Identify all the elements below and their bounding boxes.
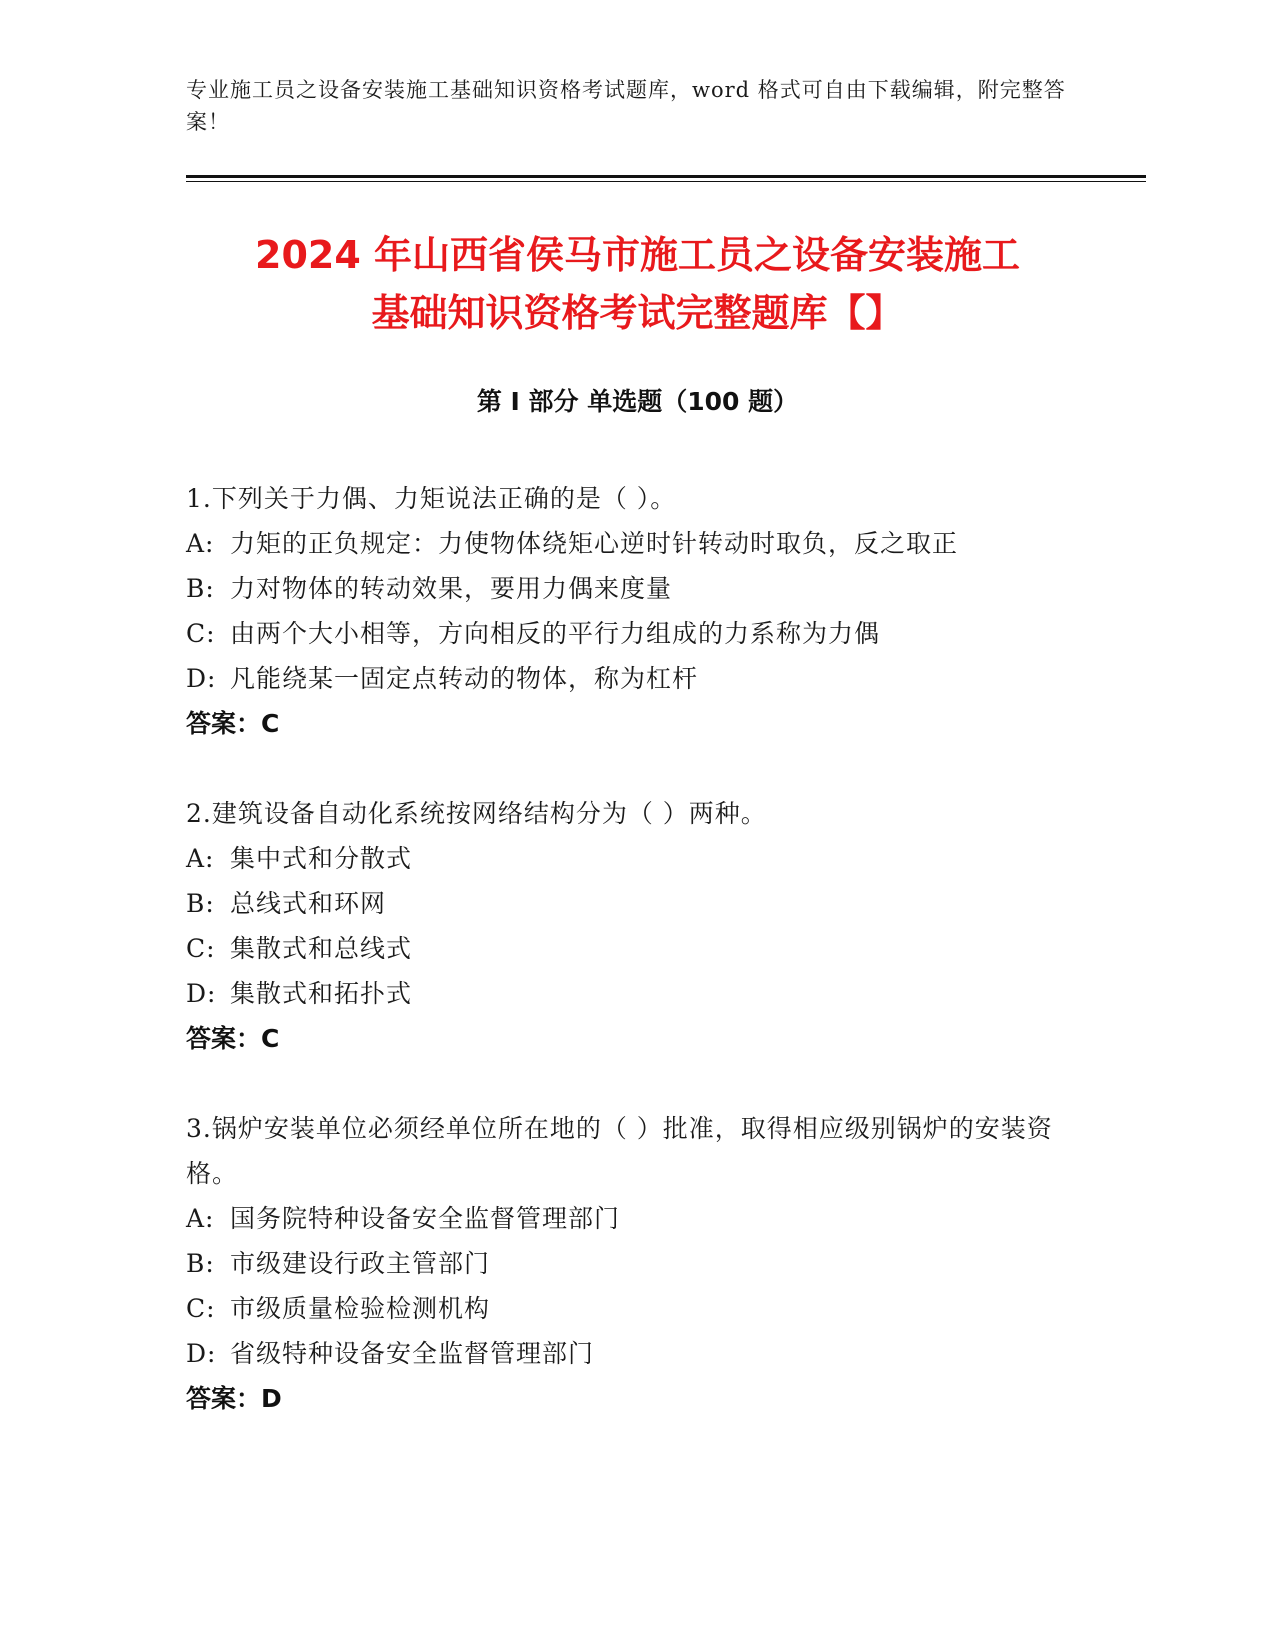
option-d: [186, 971, 1086, 1016]
question-stem: 2.建筑设备自动化系统按网络结构分为（ ）两种。: [186, 799, 767, 828]
option-letter: A:: [186, 529, 215, 558]
option-letter: D:: [186, 1339, 217, 1368]
option-letter: A:: [186, 1204, 215, 1233]
option-a: [186, 1196, 1086, 1241]
option-letter: C:: [186, 1294, 216, 1323]
option-text: 力对物体的转动效果，要用力偶来度量: [230, 574, 673, 603]
option-b: [186, 881, 1086, 926]
answer-line: 答案：D: [186, 1384, 282, 1413]
option-letter: D:: [186, 979, 217, 1008]
option-letter: B:: [186, 574, 215, 603]
option-text: 市级建设行政主管部门: [230, 1249, 491, 1278]
option-text: 国务院特种设备安全监督管理部门: [230, 1204, 621, 1233]
option-text: 总线式和环网: [230, 889, 387, 918]
header-rule-thin: [186, 181, 1146, 182]
question-item: [186, 791, 1086, 1061]
section-title: 第 I 部分 单选题（100 题）: [476, 387, 799, 416]
question-stem: 3.锅炉安装单位必须经单位所在地的（ ）批准，取得相应级别锅炉的安装资格。: [186, 1114, 1053, 1188]
option-b: [186, 566, 1086, 611]
answer-line: 答案：C: [186, 709, 280, 738]
header-rule-thick: [186, 175, 1146, 178]
option-text: 集散式和总线式: [230, 934, 413, 963]
option-d: [186, 656, 1086, 701]
option-text: 集中式和分散式: [230, 844, 413, 873]
option-text: 市级质量检验检测机构: [230, 1294, 491, 1323]
question-item: [186, 1106, 1086, 1421]
question-item: [186, 476, 1086, 746]
option-text: 集散式和拓扑式: [230, 979, 413, 1008]
option-letter: B:: [186, 1249, 215, 1278]
option-c: [186, 1286, 1086, 1331]
option-b: [186, 1241, 1086, 1286]
question-list: [186, 476, 1086, 1466]
document-title: [150, 226, 1125, 342]
option-text: 由两个大小相等，方向相反的平行力组成的力系称为力偶: [230, 619, 881, 648]
option-text: 省级特种设备安全监督管理部门: [230, 1339, 595, 1368]
option-text: 力矩的正负规定：力使物体绕矩心逆时针转动时取负，反之取正: [230, 529, 959, 558]
option-text: 凡能绕某一固定点转动的物体，称为杠杆: [230, 664, 699, 693]
title-line-2: 基础知识资格考试完整题库【】: [371, 291, 904, 335]
option-a: [186, 521, 1086, 566]
option-c: [186, 611, 1086, 656]
title-line-1: 2024 年山西省侯马市施工员之设备安装施工: [255, 233, 1020, 277]
option-c: [186, 926, 1086, 971]
option-letter: D:: [186, 664, 217, 693]
header-note: 专业施工员之设备安装施工基础知识资格考试题库，word 格式可自由下载编辑，附完整答案！: [186, 78, 1066, 134]
option-d: [186, 1331, 1086, 1376]
answer-line: 答案：C: [186, 1024, 280, 1053]
option-letter: C:: [186, 934, 216, 963]
option-letter: A:: [186, 844, 215, 873]
option-letter: B:: [186, 889, 215, 918]
option-a: [186, 836, 1086, 881]
option-letter: C:: [186, 619, 216, 648]
question-stem: 1.下列关于力偶、力矩说法正确的是（ ）。: [186, 484, 677, 513]
